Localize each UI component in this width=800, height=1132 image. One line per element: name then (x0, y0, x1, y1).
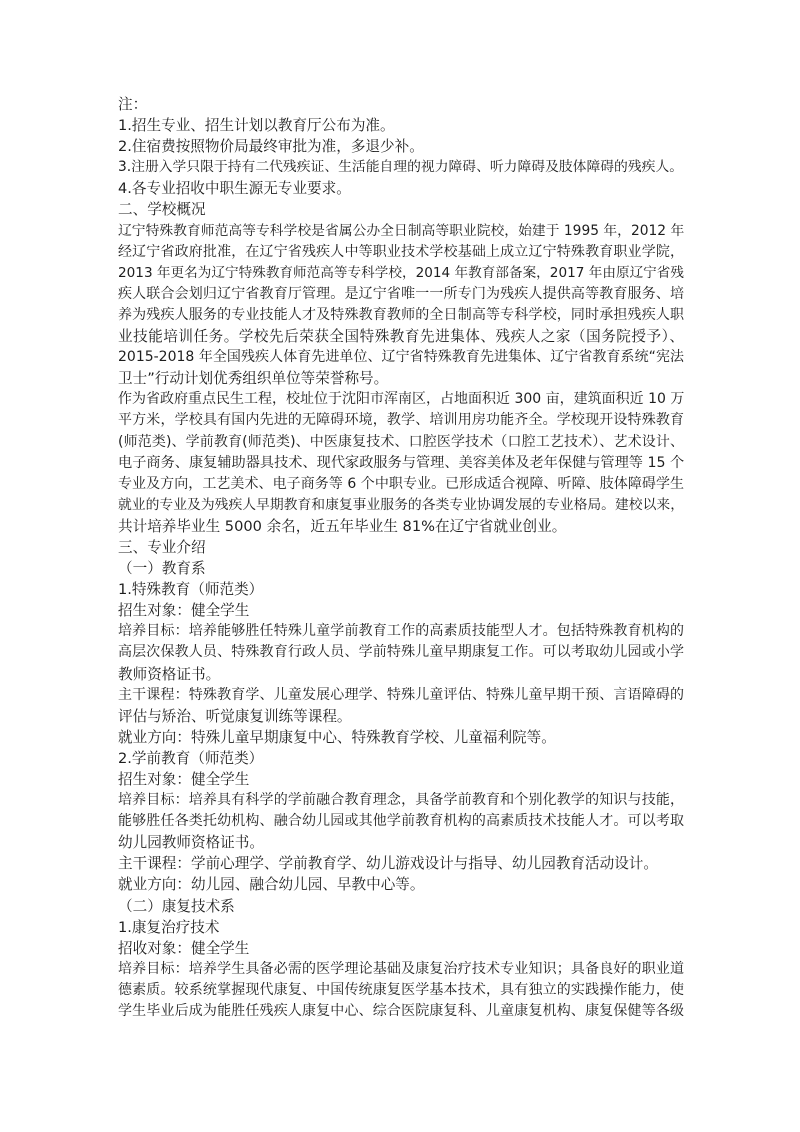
text-line: 业技能培训任务。学校先后荣获全国特殊教育先进集体、残疾人之家（国务院授予）、 (118, 328, 684, 346)
text-line: 1.招生专业、招生计划以教育厅公布为准。 (118, 117, 395, 135)
text-line: 注： (118, 96, 148, 113)
text-line: 学生毕业后成为能胜任残疾人康复中心、综合医院康复科、儿童康复机构、康复保健等各级 (118, 1003, 684, 1020)
text-line: 培养目标：培养能够胜任特殊儿童学前教育工作的高素质技能型人才。包括特殊教育机构的 (118, 623, 684, 640)
text-line: 主干课程：特殊教育学、儿童发展心理学、特殊儿童评估、特殊儿童早期干预、言语障碍的 (118, 686, 684, 703)
text-line: 招生对象：健全学生 (118, 602, 250, 620)
text-line: 4.各专业招收中职生源无专业要求。 (118, 180, 351, 198)
text-line: 2.住宿费按照物价局最终审批为准，多退少补。 (118, 138, 424, 156)
text-line: 辽宁特殊教育师范高等专科学校是省属公办全日制高等职业院校，始建于 1995 年，2012 年 (118, 222, 684, 239)
text-line: 德素质。较系统掌握现代康复、中国传统康复医学基本技术，具有独立的实践操作能力，使 (118, 981, 684, 998)
text-line: 就业的专业及为残疾人早期教育和康复事业服务的各类专业协调发展的专业格局。建校以来， (118, 496, 684, 513)
text-line: 评估与矫治、听觉康复训练等课程。 (118, 707, 352, 725)
text-line: 疾人联合会划归辽宁省教育厅管理。是辽宁省唯一一所专门为残疾人提供高等教育服务、培 (118, 285, 684, 302)
text-line: 教师资格证书。 (118, 665, 221, 683)
text-line: 经辽宁省政府批准，在辽宁省残疾人中等职业技术学校基础上成立辽宁特殊教育职业学院， (118, 243, 684, 260)
text-line: 平方米，学校具有国内先进的无障碍环境，教学、培训用房功能齐全。学校现开设特殊教育 (118, 412, 684, 429)
text-line: 二、学校概况 (118, 201, 206, 219)
text-line: 培养目标：培养具有科学的学前融合教育理念，具备学前教育和个别化教学的知识与技能， (118, 792, 684, 809)
text-line: 就业方向：特殊儿童早期康复中心、特殊教育学校、儿童福利院等。 (118, 728, 556, 746)
text-line: （一）教育系 (118, 560, 206, 578)
text-line: 能够胜任各类托幼机构、融合幼儿园或其他学前教育机构的高素质技术技能人才。可以考取 (118, 813, 684, 830)
text-line: 作为省政府重点民生工程，校址位于沈阳市浑南区，占地面积近 300 亩，建筑面积近 10 万 (118, 391, 684, 408)
text-line: 1.特殊教育（师范类） (118, 581, 264, 599)
text-line: 培养目标：培养学生具备必需的医学理论基础及康复治疗技术专业知识；具备良好的职业道 (118, 960, 684, 977)
text-line: 3.注册入学只限于持有二代残疾证、生活能自理的视力障碍、听力障碍及肢体障碍的残疾人。 (118, 159, 684, 176)
text-line: 卫士”行动计划优秀组织单位等荣誉称号。 (118, 370, 389, 388)
text-line: 共计培养毕业生 5000 余名，近五年毕业生 81%在辽宁省就业创业。 (118, 517, 567, 535)
text-line: （二）康复技术系 (118, 897, 235, 915)
text-line: 养为残疾人服务的专业技能人才及特殊教育教师的全日制高等专科学校，同时承担残疾人职 (118, 306, 684, 323)
document-page (118, 94, 684, 1022)
text-line: 专业及方向，工艺美术、电子商务等 6 个中职专业。已形成适合视障、听障、肢体障碍学生 (118, 475, 684, 492)
text-line: 2015-2018 年全国残疾人体育先进单位、辽宁省特殊教育先进集体、辽宁省教育系统“宪法 (118, 349, 684, 366)
text-line: 高层次保教人员、特殊教育行政人员、学前特殊儿童早期康复工作。可以考取幼儿园或小学 (118, 644, 684, 661)
text-line: 招生对象：健全学生 (118, 771, 250, 788)
text-line: 就业方向：幼儿园、融合幼儿园、早教中心等。 (118, 876, 425, 894)
text-line: 2.学前教育（师范类） (118, 749, 264, 767)
text-line: 三、专业介绍 (118, 538, 206, 556)
text-line: 电子商务、康复辅助器具技术、现代家政服务与管理、美容美体及老年保健与管理等 15 个 (118, 454, 684, 471)
text-line: 幼儿园教师资格证书。 (118, 834, 264, 852)
text-line: 主干课程：学前心理学、学前教育学、幼儿游戏设计与指导、幼儿园教育活动设计。 (118, 855, 658, 873)
text-line: 招收对象：健全学生 (118, 939, 250, 957)
text-line: 2013 年更名为辽宁特殊教育师范高等专科学校，2014 年教育部备案，2017 年由原辽宁省残 (118, 264, 684, 281)
text-line: 1.康复治疗技术 (118, 918, 220, 936)
text-line: (师范类)、学前教育(师范类)、中医康复技术、口腔医学技术（口腔工艺技术）、艺术设计、 (118, 433, 684, 450)
